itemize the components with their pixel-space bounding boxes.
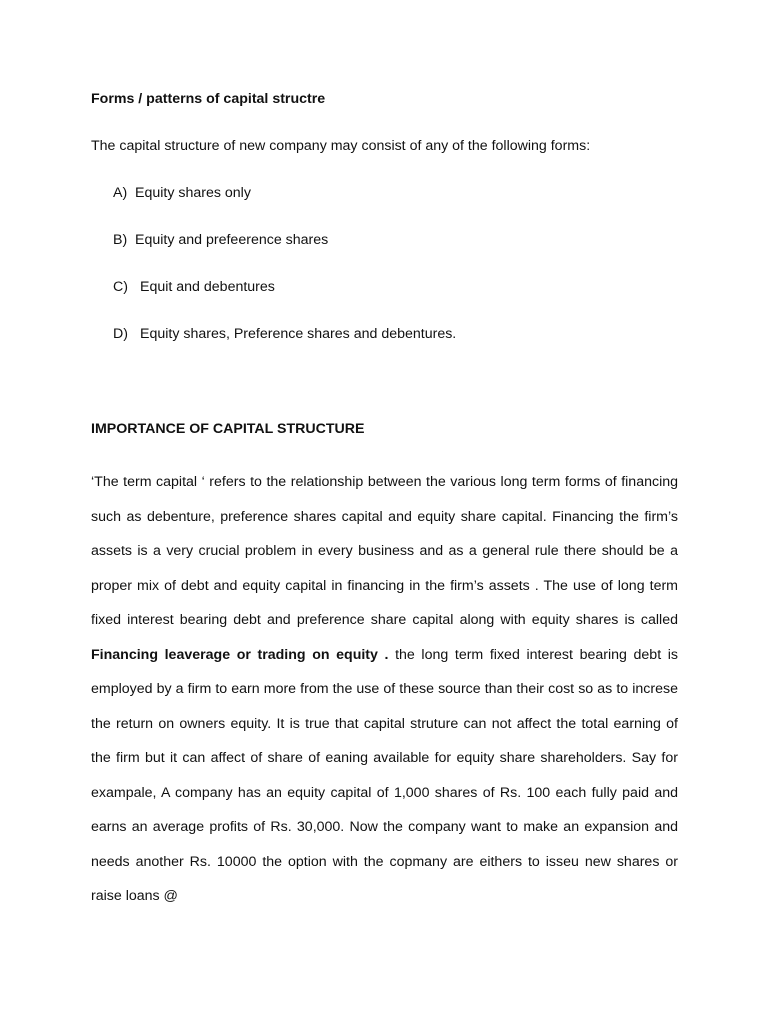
section-heading-importance: IMPORTANCE OF CAPITAL STRUCTURE — [91, 421, 365, 437]
list-marker: C) — [113, 279, 128, 295]
list-item-a — [113, 185, 251, 201]
body-paragraph — [91, 465, 678, 914]
paragraph-text — [91, 465, 678, 914]
list-item-text: Equity shares only — [135, 185, 251, 201]
bold-term: Financing leaverage or trading on equity . — [91, 646, 389, 663]
list-item-d — [113, 326, 456, 342]
section-heading-forms: Forms / patterns of capital structre — [91, 91, 326, 107]
intro-text: The capital structure of new company may consist of any of the following forms: — [91, 138, 591, 154]
list-marker: D) — [113, 326, 128, 342]
list-marker: B) — [113, 232, 128, 248]
list-item-c — [113, 279, 275, 295]
list-item-text: Equity shares, Preference shares and debentures. — [140, 326, 457, 342]
list-item-b — [113, 232, 328, 248]
list-item-text: Equit and debentures — [140, 279, 275, 295]
list-item-text: Equity and prefeerence shares — [135, 232, 329, 248]
paragraph-before: ‘The term capital ‘ refers to the relationship between the various long term forms of financing such as debenture, preference shares capital and equity share capital. Financing the firm’s assets is a very crucial problem in every business and as a general rule there should be a proper mix of debt and equity capital in financing in the firm’s assets . The use of long term fixed interest bearing debt and preference share capital along with equity shares is called — [91, 474, 678, 628]
list-marker: A) — [113, 185, 128, 201]
paragraph-after: the long term fixed interest bearing debt is employed by a firm to earn more from the use of these source than their cost so as to increse the return on owners equity. It is true that capital struture can not affect the total earning of the firm but it can affect of share of eaning available for equity share shareholders. Say for exampale, A company has an equity capital of 1,000 shares of Rs. 100 each fully paid and earns an average profits of Rs. 30,000. Now the company want to make an expansion and needs another Rs. 10000 the option with the copmany are eithers to isseu new shares or raise loans @ — [91, 646, 679, 904]
